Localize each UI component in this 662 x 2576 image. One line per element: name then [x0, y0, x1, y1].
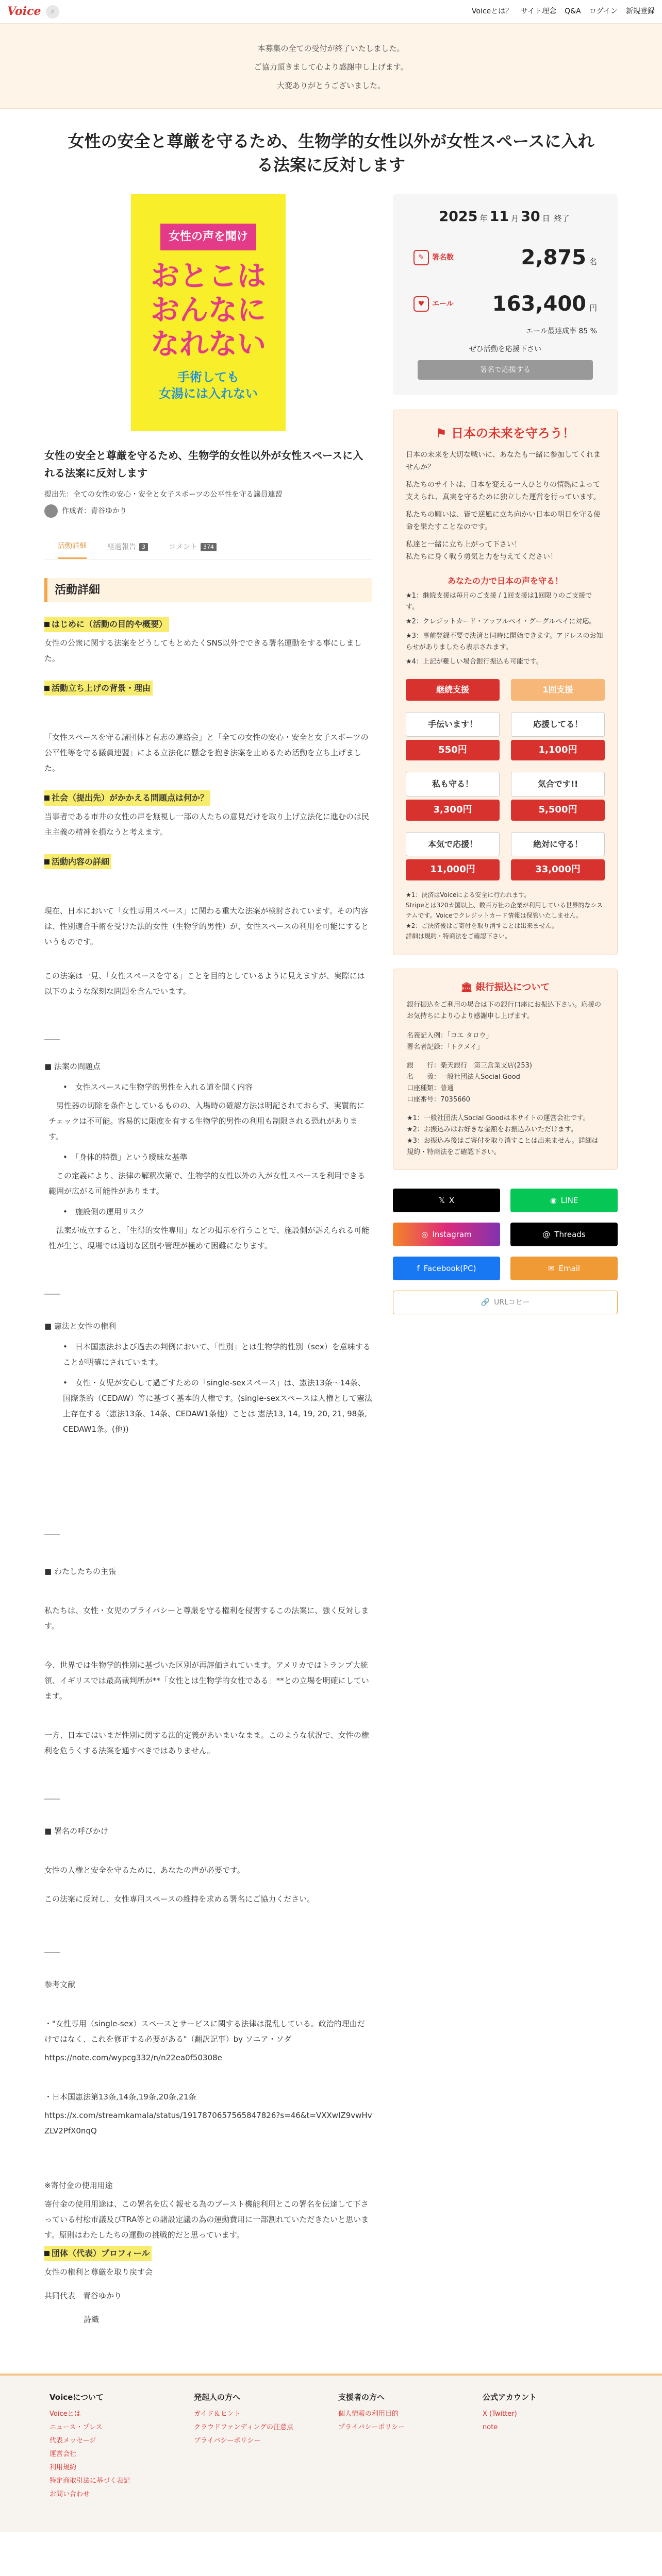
footer-link[interactable]: 利用規約	[49, 2463, 77, 2471]
amount-card	[511, 772, 605, 820]
footer-link[interactable]: Voiceとは	[49, 2410, 81, 2418]
paragraph: 銀行振込をご利用の場合は下の銀行口座にお振込下さい。応援のお気持ちにより心より感謝申し上げます。	[407, 1001, 602, 1020]
footer-col-about	[49, 2391, 163, 2501]
co-representative-2: 詩織	[84, 2314, 100, 2324]
paragraph: 女性の人権と安全を守るために、あなたの声が必要です。	[44, 1866, 245, 1875]
separator: ――	[44, 1947, 60, 1957]
tab-count: 3	[139, 543, 148, 551]
separator: ――	[44, 1794, 60, 1804]
note: ★3：事前登録不要で決済と同時に開始できます。アドレスのお知らせがありましたら表示されます。	[406, 632, 603, 652]
nav-signup[interactable]: 新規登録	[626, 7, 655, 16]
paragraph: 「女性スペースを守る諸団体と有志の連絡会」と「全ての女性の安心・安全と女子スポーツの公平性等を守る議員連盟」による立法化に懸念を抱き法案を止めるため活動を立ち上げました。	[44, 733, 369, 773]
footnote-line: ★1：決済はVoiceによる安全に行われます。	[406, 891, 531, 899]
bank-note: ★2：お振込みはお好きな金額をお振込みいただけます。	[407, 1125, 577, 1133]
avatar[interactable]	[44, 504, 58, 518]
copy-label: URLコピー	[494, 1298, 530, 1307]
top-header	[0, 0, 662, 24]
paragraph: 女性の公衆に関する法案をどうしてもとめたくSNS以外でできる署名運動をする事にしました。	[44, 638, 362, 663]
footer-col-title: 公式アカウント	[483, 2392, 537, 2402]
bank-title	[407, 980, 604, 995]
paragraph: 私たちの願いは、皆で逆風に立ち向かい日本の明日を守る使命を果たすことなのです。	[406, 510, 601, 531]
amount-button[interactable]: 3,300円	[406, 800, 500, 821]
goal-rate: エール最達成率 85 %	[526, 327, 597, 336]
share-label: X	[449, 1195, 455, 1205]
share-email-button[interactable]	[510, 1257, 618, 1280]
share-label: Email	[558, 1263, 581, 1273]
paragraph: 私たちは、女性・女児のプライバシーと尊厳を守る権利を侵害するこの法案に、強く反対します。	[44, 1606, 369, 1631]
sign-button-disabled[interactable]: 署名で応援する	[418, 360, 593, 380]
separator: ――	[44, 1529, 60, 1539]
main-column	[44, 194, 372, 2327]
list-item: • 「身体的特徴」という曖昧な基準	[63, 1153, 188, 1162]
footer-link[interactable]: X (Twitter)	[483, 2410, 517, 2418]
main-nav	[472, 6, 655, 17]
banner-line: ご協力頂きまして心より感謝申し上げます。	[254, 62, 408, 72]
amount-caption: 私も守る！	[406, 772, 500, 796]
banner-line: 本募集の全ての受付が終了いたしました。	[257, 44, 405, 53]
nav-philosophy[interactable]: サイト理念	[521, 7, 557, 16]
note: ★2：クレジットカード・アップルペイ・グーグルペイに対応。	[406, 618, 596, 626]
hero-top-text: 女性の声を聞け	[160, 224, 256, 250]
tab-monthly[interactable]: 継続支援	[406, 679, 500, 701]
closed-notice-banner	[0, 24, 662, 109]
nav-about[interactable]: Voiceとは？	[471, 7, 513, 16]
hero-image	[131, 194, 286, 431]
flag-icon: ⚑	[436, 426, 451, 441]
threads-icon: @	[542, 1229, 551, 1239]
amount-button[interactable]: 1,100円	[511, 740, 605, 761]
amount-caption: 応援してる！	[511, 712, 605, 737]
bank-line: 名 義：一般社団法人Social Good	[407, 1073, 520, 1081]
list-item: • 女性スペースに生物学的男性を入れる道を開く内容	[63, 1082, 253, 1092]
paragraph: 法案が成立すると、「生得的女性専用」などの掲示を行うことで、施設側が訴えられる可能性が生じ、現場では適切な区別や管理が極めて困難になります。	[48, 1226, 370, 1251]
deadline-year: 2025	[439, 209, 478, 225]
tab-label: 活動詳細	[58, 542, 87, 551]
amount-button[interactable]: 33,000円	[511, 859, 605, 880]
yell-label	[413, 296, 454, 312]
title-text: 銀行振込について	[475, 982, 550, 993]
footer-link[interactable]: 代表メッセージ	[49, 2436, 96, 2445]
our-claim-title: ■ わたしたちの主張	[44, 1567, 116, 1577]
paragraph: 私達と一緒に立ち上がって下さい！	[406, 540, 521, 549]
amount-caption: 本気で応援！	[406, 832, 500, 857]
content-wrap	[0, 194, 662, 2327]
share-instagram-button[interactable]	[393, 1223, 500, 1246]
footer-col-official	[483, 2391, 596, 2501]
project-recipient: 提出先：全ての女性の安心・安全と女子スポーツの公平性を守る議員連盟	[44, 490, 283, 499]
issues-title: ■ 法案の問題点	[44, 1062, 101, 1072]
reference-item: ・"女性専用（single-sex）スペースとサービスに関する法律は混乱している。政治的理由だけではなく、これを修正する必要がある"（翻訳記事）by ソニア・ソダ	[44, 2019, 365, 2044]
fund-usage-title: ※寄付金の使用用途	[44, 2181, 113, 2191]
paragraph: 男性器の切除を条件としているものの、入場時の確認方法は明記されておらず、実質的にチェックは不可能。容易的に限度を有する生物学的男性の利用も制限される恐れがあります。	[48, 1101, 365, 1142]
paragraph: この法案に反対し、女性専用スペースの維持を求める署名にご協力ください。	[44, 1894, 315, 1904]
status-panel	[393, 194, 618, 395]
amount-caption: 気合です!!	[511, 772, 605, 796]
footer-link[interactable]: ニュース・プレス	[49, 2423, 103, 2431]
count-unit: 名	[589, 257, 597, 267]
label-text: エール	[432, 299, 454, 308]
title-text: 日本の未来を守ろう！	[451, 426, 575, 441]
count-value: 2,875	[521, 246, 586, 270]
tab-progress[interactable]	[107, 536, 148, 558]
signature-label	[413, 250, 454, 265]
list-item: • 日本国憲法および過去の判例において、「性別」とは生物学的性別（sex）を意味することが明確にされています。	[63, 1342, 371, 1367]
footer-link[interactable]: 運営会社	[49, 2450, 77, 2458]
bank-note: ★1：一般社団法人Social Goodは本サイトの運営会社です。	[407, 1114, 590, 1122]
amount-button[interactable]: 5,500円	[511, 800, 605, 821]
project-title: 女性の安全と尊厳を守るため、生物学的女性以外が女性スペースに入れる法案に反対します	[44, 449, 363, 479]
footer-col-title: Voiceについて	[49, 2392, 104, 2402]
note: ★1：継続支援は毎月のご支援 / 1回支援は1回限りのご支援です。	[406, 592, 592, 612]
footer-link[interactable]: プライバシーポリシー	[338, 2423, 405, 2431]
paragraph: 名義記入例：「コエ タロウ」	[407, 1031, 493, 1040]
sidebar	[393, 194, 618, 1314]
yell-amount	[492, 287, 597, 320]
deadline-month: 11	[489, 209, 509, 225]
paragraph: 今、世界では生物学的性別に基づいた区別が再評価されています。アメリカではトランプ大統領、イギリスでは最高裁判所が**「女性とは生物学的女性である」**との立場を明確にしています。	[44, 1660, 369, 1701]
footer	[0, 2374, 662, 2532]
footnote-line: ★2：ご決済後はご寄付を取り消すことは出来ません。	[406, 922, 558, 930]
footer-link[interactable]: 特定商取引法に基づく表記	[49, 2477, 130, 2485]
paragraph: 私たちに身く戦う勇気と力を与えてください！	[406, 552, 557, 561]
nav-login[interactable]: ログイン	[589, 7, 618, 16]
separator: ――	[44, 1289, 60, 1299]
tab-label: コメント	[169, 543, 197, 551]
reference-link[interactable]: https://note.com/wypcg332/n/n22ea0f50308e	[44, 2053, 222, 2063]
heading-activity: 活動内容の詳細	[44, 854, 111, 870]
year-unit: 年	[479, 214, 488, 223]
amount-value: 163,400	[492, 292, 586, 316]
hero-line: なれない	[151, 327, 266, 361]
footnote-line: Stripeとは320カ国以上、数百万社の企業が利用している世界的なシステムです。Voiceでクレジットカード情報は保管いたしません。	[406, 902, 603, 920]
logo-area	[7, 3, 59, 21]
footnote-line: 詳細は規約・特商法をご確認下さい。	[406, 933, 511, 940]
signature-count	[521, 241, 597, 274]
bank-icon: 🏛	[460, 982, 476, 993]
footer-link[interactable]: note	[483, 2423, 498, 2431]
share-line-button[interactable]	[510, 1189, 618, 1212]
paragraph: 寄付金の使用用途は、この署名を広く報せる為のブースト機能利用とこの署名を伝達して下さっている村松市議及びTRA等との諸設定議の為の運動費用に一部割れていただきたいと思います。原則はわたしたちの運動の挑戦的だと思っています。	[44, 2199, 369, 2240]
paragraph: 日本の未来を大切な戦いに、あなたも一緒に参加してくれませんか？	[406, 450, 601, 471]
bank-line: 口座種類：普通	[407, 1084, 454, 1092]
share-label: Facebook(PC)	[423, 1263, 476, 1273]
paragraph: この定義により、法律の解釈次第で、生物学的女性以外の入が女性スペースを利用できる範囲が広がる可能性があります。	[48, 1171, 365, 1196]
paragraph: 一方、日本ではいまだ性別に関する法的定義があいまいなまま。このような状況で、女性の権利を危うくする法案を通すべきではありません。	[44, 1731, 369, 1756]
author-name: 作成者：青谷ゆかり	[62, 507, 127, 516]
amount-caption: 絶対に守る！	[511, 832, 605, 857]
amount-button[interactable]: 11,000円	[406, 859, 500, 880]
rights-title: ■ 憲法と女性の権利	[44, 1321, 116, 1331]
day-unit: 日	[542, 214, 550, 223]
footnote	[406, 890, 605, 941]
amount-card	[406, 712, 500, 760]
footer-col-initiators	[194, 2391, 307, 2501]
deadline-end: 終了	[554, 214, 570, 223]
amount-grid	[406, 679, 605, 880]
amount-caption: 手伝います！	[406, 712, 500, 737]
tab-detail[interactable]	[58, 536, 87, 558]
list-item: • 女性・女児が安心して過ごすための「single-sexスペース」は、憲法13条～14条、国際条約（CEDAW）等に基づく基本的人権です。(single-sexスペースは人権として憲法上存在する（憲法13条、14条、CEDAW1条他）ことは 憲法13, 14, 19, 20, 21, 98条, CEDAW1条。(他))	[63, 1378, 372, 1434]
section-title: 活動詳細	[44, 578, 372, 602]
list-item: • 施設側の運用リスク	[63, 1207, 145, 1217]
footer-link[interactable]: 個人情報の利用目的	[338, 2410, 399, 2418]
share-buttons	[393, 1189, 618, 1280]
org-name: 女性の権利と尊厳を取り戻す会	[44, 2267, 153, 2277]
tab-count: 374	[201, 543, 217, 551]
footer-col-supporters	[338, 2391, 452, 2501]
share-label: Instagram	[432, 1229, 472, 1239]
hero-big-text	[151, 260, 266, 362]
project-author	[44, 504, 372, 518]
facebook-icon: f	[417, 1263, 420, 1273]
hero-sub-line: 手術しても	[177, 369, 239, 384]
deadline-day: 30	[521, 209, 540, 225]
month-unit: 月	[511, 214, 519, 223]
bank-line: 銀 行：楽天銀行 第三営業支店(253)	[407, 1061, 532, 1070]
footer-link[interactable]: クラウドファンディングの注意点	[194, 2423, 294, 2431]
detail-tabs	[44, 536, 372, 559]
amount-unit: 円	[589, 303, 597, 313]
footer-link[interactable]: プライバシーポリシー	[194, 2436, 261, 2445]
reference-link[interactable]: https://x.com/streamkamala/status/1917870657565847826?s=46&t=VXXwIZ9vwHvZLV2PfX0nqQ	[44, 2111, 372, 2136]
footer-col-title: 支援者の方へ	[338, 2392, 385, 2402]
logo[interactable]: Voice	[7, 4, 41, 18]
paragraph: 現在、日本において「女性専用スペース」に関わる重大な法案が検討されています。その内容は、性別適合手術を受けた法的女性（生物学的男性）が、女性スペースの利用を可能にするというものです。	[44, 906, 369, 947]
donation-panel	[393, 410, 618, 955]
footer-link[interactable]: お問い合わせ	[49, 2490, 90, 2498]
heading-intro: はじめに（活動の目的や概要）	[44, 617, 169, 632]
hand-heart-icon: ♥	[413, 296, 429, 312]
yell-stat	[413, 287, 597, 320]
page-title: 女性の安全と尊厳を守るため、生物学的女性以外が女性スペースに入れる法案に反対します	[68, 131, 594, 175]
hero-sub-line: 女湯には入れない	[159, 386, 258, 401]
mail-icon: ✉	[548, 1263, 555, 1273]
paragraph: 署名者記録：「トクメイ」	[407, 1043, 484, 1051]
x-icon: 𝕏	[438, 1195, 445, 1205]
note: ★4：上記が難しい場合銀行振込も可能です。	[406, 658, 543, 666]
paragraph: 当事者である市井の女性の声を無視し一部の人たちの意見だけを取り上げ立法化に進むのは民主主義の精神を損なうと考えます。	[44, 811, 370, 837]
bank-transfer-panel	[393, 969, 618, 1170]
tab-comments[interactable]	[169, 536, 217, 558]
instagram-icon: ◎	[421, 1229, 428, 1239]
link-icon: 🔗	[481, 1298, 490, 1307]
label-text: 署名数	[432, 253, 454, 262]
amount-card	[511, 712, 605, 760]
share-x-button[interactable]	[393, 1189, 500, 1212]
amount-button[interactable]: 550円	[406, 740, 500, 761]
separator: ――	[44, 1035, 60, 1044]
share-label: Threads	[554, 1229, 586, 1239]
footer-col-title: 発起人の方へ	[194, 2392, 241, 2402]
copy-url-button[interactable]	[393, 1291, 618, 1314]
references-title: 参考文献	[44, 1980, 76, 1990]
heading-background: 活動立ち上げの背景・理由	[44, 681, 153, 696]
reference-item: ・日本国憲法第13条,14条,19条,20条,21条	[44, 2092, 196, 2102]
heading-problem: 社会（提出先）がかかえる問題点は何か？	[44, 790, 210, 806]
co-representative: 共同代表 青谷ゆかり	[44, 2291, 122, 2300]
tab-label: 経過報告	[107, 543, 136, 551]
share-threads-button[interactable]	[510, 1223, 618, 1246]
voice-heading: あなたの力で日本の声を守る！	[447, 575, 563, 586]
hero-line: おとこは	[151, 259, 266, 293]
deadline	[413, 206, 597, 228]
bank-note: ★3：お振込み後はご寄付を取り消すことは出来ません。詳細は規約・特商法をご確認下さい。	[407, 1137, 599, 1156]
share-facebook-button[interactable]	[393, 1257, 500, 1280]
tab-once[interactable]: 1回支援	[511, 679, 605, 701]
amount-card	[511, 832, 605, 880]
banner-line: 大変ありがとうございました。	[276, 81, 385, 90]
heading-org: 団体（代表）プロフィール	[44, 2246, 152, 2261]
paragraph: この法案は一見、「女性スペースを守る」ことを目的としているように見えますが、実際には以下のような深刻な問題を含んでいます。	[44, 971, 365, 996]
hero-line: おんなに	[151, 293, 266, 327]
amount-card	[406, 832, 500, 880]
bank-info	[407, 1060, 604, 1106]
signature-stat	[413, 241, 597, 274]
search-icon[interactable]: ⌕	[46, 5, 59, 19]
share-label: LINE	[560, 1195, 578, 1205]
hero-sub-text	[159, 369, 258, 402]
amount-card	[406, 772, 500, 820]
nav-faq[interactable]: Q&A	[565, 7, 581, 16]
support-note: ぜひ活動を応援下さい	[469, 345, 541, 353]
footer-link[interactable]: ガイド＆ヒント	[194, 2410, 241, 2418]
bank-line: 口座番号：7035660	[407, 1095, 470, 1104]
donation-title	[406, 423, 605, 443]
paragraph: 私たちのサイトは、日本を変える一人ひとりの情熱によって支えられ、真実を守るために独立した運営を行っています。	[406, 480, 601, 501]
call-title: ■ 署名の呼びかけ	[44, 1826, 108, 1836]
pen-icon: ✎	[413, 250, 429, 265]
line-icon: ◉	[550, 1195, 557, 1205]
bank-notes	[407, 1113, 604, 1158]
